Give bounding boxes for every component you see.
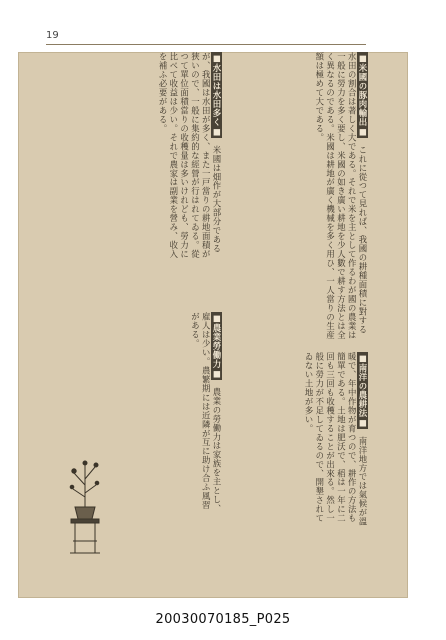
- header-rule: [46, 44, 366, 45]
- archive-id-caption: 20030070185_P025: [155, 612, 291, 627]
- text-column-right-lower: [230, 352, 368, 530]
- section-heading: ■農業勞働力■: [212, 313, 222, 380]
- potted-plant-illustration-icon: [62, 445, 108, 557]
- text-column-left-upper: [60, 52, 222, 264]
- section-heading: ■米國の豚肉輸出■: [358, 53, 368, 138]
- text-column-right-upper: [228, 52, 368, 342]
- text-column-left-lower: [128, 312, 222, 517]
- section-body: 南洋地方では氣候が溫暖で、年中作物が育つので、耕作の方法も簡單である。土地は肥沃で、稻は一年に二回も三回も收穫することが出來る。然し一般に勞力が不足してゐるので、開墾されてゐない土地が多い。: [304, 352, 368, 527]
- section-body: これに從つて見れば、我國の耕種面積に對する水田の割合は著しく大である。それで米を主として作るわが國の農業は一般に勞力を多く要し、米國の如き廣い耕地を少人數で耕す方法とは全く異なるのである。米國は耕地が廣く機械を多く用ひ、一人當りの生産額は極めて大である。: [314, 52, 368, 340]
- section-heading: ■南洋の農耕法■: [358, 353, 368, 429]
- section-body: 農業の勞働力は家族を主とし、雇人は少い。農繁期には近隣が互に助け合ふ風習がある。: [190, 312, 222, 514]
- section-body: 米國は畑作が大部分であるが、我國は水田が多く、また一戸當りの耕地面積が狹いので、一般に集約的な經營が行はれてゐる。從つて單位面積當りの收穫量は多いけれども、勞力に比べて收益は少い。それで農家は副業を營み、收入を補ふ必要がある。: [158, 52, 222, 259]
- section-heading: ■水田は水田多く■: [212, 53, 222, 138]
- page-number: 19: [46, 30, 59, 41]
